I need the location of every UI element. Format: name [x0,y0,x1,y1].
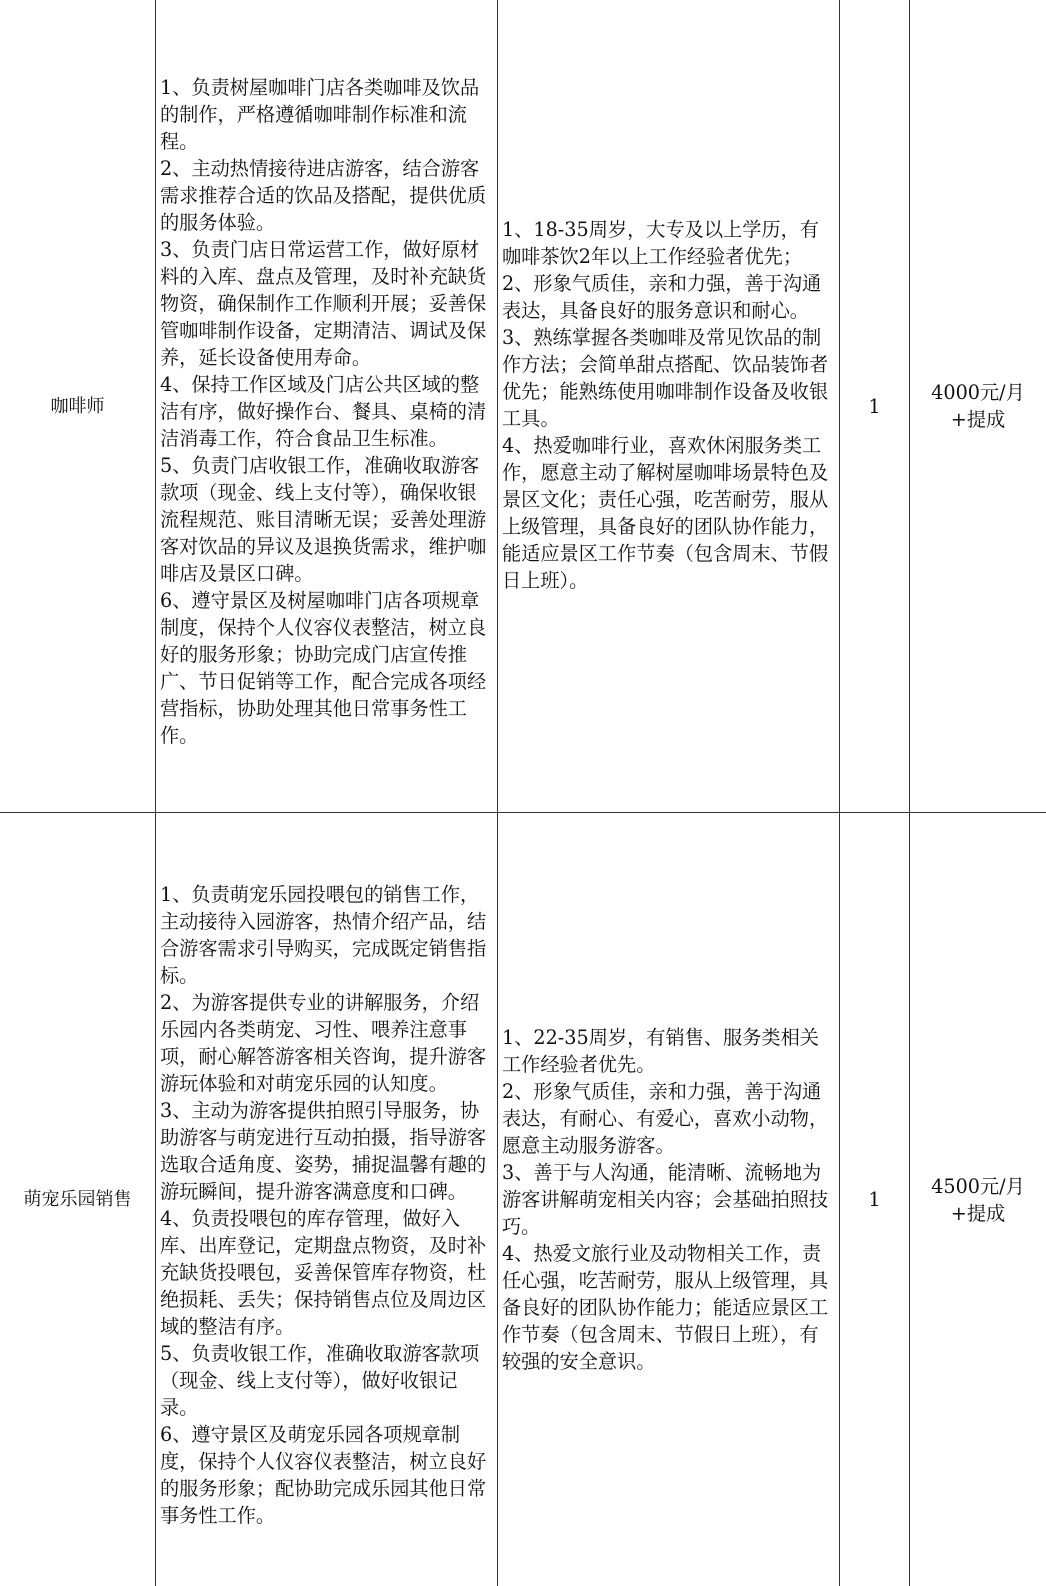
duty-item: 4、保持工作区域及门店公共区域的整洁有序，做好操作台、餐具、桌椅的清洁消毒工作，符合食品卫生标准。 [160,372,487,450]
requirement-item: 1、22-35周岁，有销售、服务类相关工作经验者优先。 [502,1026,819,1076]
requirement-item: 2、形象气质佳，亲和力强，善于沟通表达，有耐心、有爱心，喜欢小动物，愿意主动服务游客。 [502,1080,829,1157]
table-row-2-requirements-cell [502,813,835,1586]
table-row-1-salary-cell [910,0,1046,812]
table-row-2-duties-cell [160,813,493,1586]
table-row-2-salary-cell [910,813,1046,1586]
table-row-1-count-cell [840,0,909,812]
duty-item: 2、为游客提供专业的讲解服务，介绍乐园内各类萌宠、习性、喂养注意事项，耐心解答游客相关咨询，提升游客游玩体验和对萌宠乐园的认知度。 [160,990,487,1095]
salary-bonus: +提成 [950,1201,1006,1225]
duty-item: 2、主动热情接待进店游客，结合游客需求推荐合适的饮品及搭配，提供优质的服务体验。 [160,156,487,234]
duty-item: 3、负责门店日常运营工作，做好原材料的入库、盘点及管理，及时补充缺货物资，确保制作工作顺利开展；妥善保管咖啡制作设备，定期清洁、调试及保养，延长设备使用寿命。 [160,237,487,369]
duty-item: 1、负责树屋咖啡门店各类咖啡及饮品的制作，严格遵循咖啡制作标准和流程。 [160,75,480,153]
requirement-item: 3、善于与人沟通，能清晰、流畅地为游客讲解萌宠相关内容；会基础拍照技巧。 [502,1161,829,1238]
duty-item: 5、负责门店收银工作，准确收取游客款项（现金、线上支付等），确保收银流程规范、账目清晰无误；妥善处理游客对饮品的异议及退换货需求，维护咖啡店及景区口碑。 [160,453,487,585]
salary-amount: 4500元/月 [931,1174,1025,1198]
duty-item: 5、负责收银工作，准确收取游客款项（现金、线上支付等），做好收银记录。 [160,1341,480,1419]
requirement-item: 3、熟练掌握各类咖啡及常见饮品的制作方法；会简单甜点搭配、饮品装饰者优先；能熟练使用咖啡制作设备及收银工具。 [502,326,829,430]
table-row-1-duties-cell [160,0,493,812]
headcount: 1 [868,1188,881,1211]
position-name: 咖啡师 [50,395,105,417]
table-row-2-position-cell [0,813,155,1586]
requirement-item: 2、形象气质佳，亲和力强，善于沟通表达，具备良好的服务意识和耐心。 [502,272,822,322]
salary-amount: 4000元/月 [931,381,1025,404]
salary-bonus: +提成 [950,408,1006,431]
duty-item: 3、主动为游客提供拍照引导服务，协助游客与萌宠进行互动拍摄，指导游客选取合适角度、姿势，捕捉温馨有趣的游玩瞬间，提升游客满意度和口碑。 [160,1098,487,1203]
headcount: 1 [868,394,881,418]
column-divider [155,0,156,1586]
column-divider [497,0,498,1586]
requirement-item: 1、18-35周岁，大专及以上学历，有咖啡茶饮2年以上工作经验者优先； [502,218,819,268]
requirement-item: 4、热爱文旅行业及动物相关工作，责任心强，吃苦耐劳，服从上级管理，具备良好的团队协作能力；能适应景区工作节奏（包含周末、节假日上班），有较强的安全意识。 [502,1242,829,1373]
duty-item: 1、负责萌宠乐园投喂包的销售工作，主动接待入园游客，热情介绍产品，结合游客需求引导购买，完成既定销售指标。 [160,882,487,987]
table-row-1-position-cell [0,0,155,812]
table-row-1-requirements-cell [502,0,835,812]
position-name: 萌宠乐园销售 [23,1189,132,1210]
table-row-2-count-cell [840,813,909,1586]
requirement-item: 4、热爱咖啡行业，喜欢休闲服务类工作，愿意主动了解树屋咖啡场景特色及景区文化；责任心强，吃苦耐劳，服从上级管理，具备良好的团队协作能力，能适应景区工作节奏（包含周末、节假日上班）。 [502,434,829,592]
duty-item: 4、负责投喂包的库存管理，做好入库、出库登记，定期盘点物资，及时补充缺货投喂包，妥善保管库存物资，杜绝损耗、丢失；保持销售点位及周边区域的整洁有序。 [160,1206,487,1338]
duty-item: 6、遵守景区及树屋咖啡门店各项规章制度，保持个人仪容仪表整洁，树立良好的服务形象；协助完成门店宣传推广、节日促销等工作，配合完成各项经营指标，协助处理其他日常事务性工作。 [160,588,487,747]
duty-item: 6、遵守景区及萌宠乐园各项规章制度，保持个人仪容仪表整洁，树立良好的服务形象；配协助完成乐园其他日常事务性工作。 [160,1422,487,1527]
